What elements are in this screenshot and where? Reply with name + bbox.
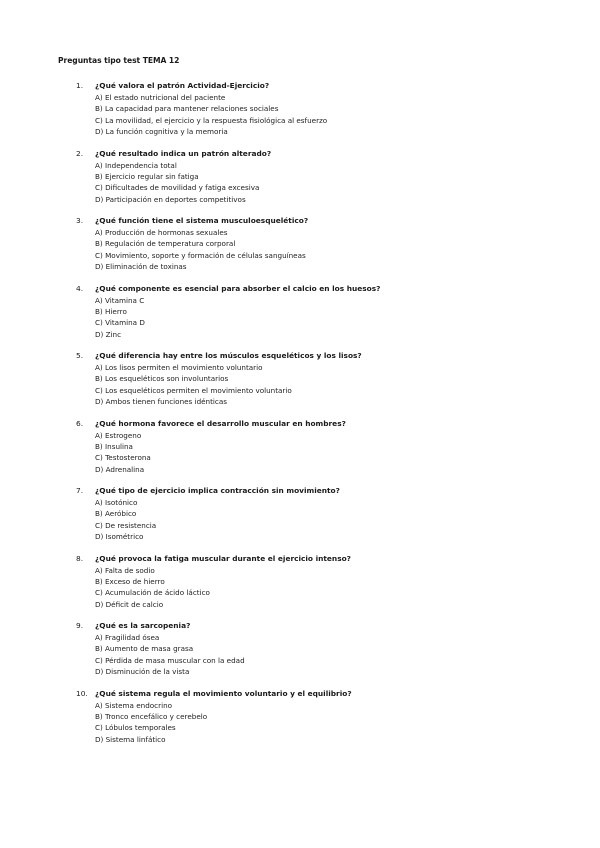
question-text: ¿Qué es la sarcopenia?: [95, 621, 191, 630]
option-c: C) Pérdida de masa muscular con la edad: [95, 655, 245, 665]
question-text: ¿Qué valora el patrón Actividad-Ejercicio?: [95, 81, 270, 90]
question-number: 7.: [76, 486, 84, 495]
question-text: ¿Qué diferencia hay entre los músculos esqueléticos y los lisos?: [95, 351, 362, 360]
question-number: 8.: [76, 553, 84, 563]
question-text: ¿Qué resultado indica un patrón alterado?: [95, 148, 272, 158]
option-d: D) Adrenalina: [95, 464, 145, 474]
option-c: C) Acumulación de ácido láctico: [95, 588, 210, 598]
option-a: A) Falta de sodio: [95, 565, 155, 575]
option-a: A) Los lisos permiten el movimiento voluntario: [95, 363, 263, 372]
question-4: [0, 283, 600, 341]
option-a: A) Isotónico: [95, 498, 138, 507]
option-b: B) Los esqueléticos son involuntarios: [95, 374, 229, 384]
question-9: [0, 620, 600, 678]
option-c: C) Vitamina D: [95, 318, 145, 328]
option-c: C) De resistencia: [95, 520, 157, 530]
question-number: 10.: [76, 688, 88, 698]
question-5: [0, 350, 600, 408]
option-a: A) El estado nutricional del paciente: [95, 93, 226, 102]
option-c: C) Testosterona: [95, 453, 151, 463]
option-d: D) Ambos tienen funciones idénticas: [95, 397, 228, 407]
question-7: [0, 485, 600, 543]
question-text: ¿Qué sistema regula el movimiento voluntario y el equilibrio?: [95, 688, 352, 698]
option-b: B) Tronco encefálico y cerebelo: [95, 711, 208, 721]
option-a: A) Producción de hormonas sexuales: [95, 228, 228, 237]
question-text: ¿Qué función tiene el sistema musculoesquelético?: [95, 216, 309, 225]
question-number: 5.: [76, 351, 84, 360]
option-d: D) La función cognitiva y la memoria: [95, 127, 228, 137]
option-d: D) Eliminación de toxinas: [95, 262, 187, 272]
option-c: C) Dificultades de movilidad y fatiga excesiva: [95, 183, 260, 193]
option-a: A) Fragilidad ósea: [95, 633, 160, 642]
option-a: A) Estrogeno: [95, 430, 142, 440]
option-c: C) Movimiento, soporte y formación de células sanguíneas: [95, 250, 306, 260]
option-d: D) Zinc: [95, 329, 122, 339]
question-number: 6.: [76, 418, 84, 428]
option-b: B) Regulación de temperatura corporal: [95, 239, 236, 249]
question-text: ¿Qué hormona favorece el desarrollo muscular en hombres?: [95, 418, 346, 428]
option-c: C) La movilidad, el ejercicio y la respuesta fisiológica al esfuerzo: [95, 115, 328, 125]
option-b: B) Aeróbico: [95, 509, 137, 519]
option-a: A) Vitamina C: [95, 295, 145, 305]
option-d: D) Participación en deportes competitivos: [95, 194, 246, 204]
option-d: D) Déficit de calcio: [95, 599, 164, 609]
question-3: [0, 215, 600, 273]
question-2: [0, 148, 600, 206]
question-6: [0, 418, 600, 476]
option-d: D) Sistema linfático: [95, 734, 166, 744]
question-text: ¿Qué provoca la fatiga muscular durante el ejercicio intenso?: [95, 553, 351, 563]
option-d: D) Isométrico: [95, 532, 144, 542]
option-a: A) Independencia total: [95, 160, 177, 170]
option-c: C) Lóbulos temporales: [95, 723, 176, 733]
question-10: [0, 688, 600, 746]
option-b: B) Exceso de hierro: [95, 576, 165, 586]
option-b: B) Insulina: [95, 441, 133, 451]
page-title: Preguntas tipo test TEMA 12: [58, 56, 180, 65]
question-number: 3.: [76, 216, 84, 225]
question-1: [0, 80, 600, 138]
option-b: B) Aumento de masa grasa: [95, 644, 194, 654]
question-text: ¿Qué componente es esencial para absorber el calcio en los huesos?: [95, 283, 381, 293]
question-number: 9.: [76, 621, 84, 630]
option-a: A) Sistema endocrino: [95, 700, 173, 710]
option-c: C) Los esqueléticos permiten el movimiento voluntario: [95, 385, 292, 395]
option-d: D) Disminución de la vista: [95, 667, 190, 677]
option-b: B) Ejercicio regular sin fatiga: [95, 171, 199, 181]
question-8: [0, 553, 600, 611]
question-text: ¿Qué tipo de ejercicio implica contracción sin movimiento?: [95, 486, 340, 495]
option-b: B) Hierro: [95, 306, 127, 316]
question-number: 2.: [76, 148, 84, 158]
question-number: 1.: [76, 81, 84, 90]
question-number: 4.: [76, 283, 84, 293]
option-b: B) La capacidad para mantener relaciones sociales: [95, 104, 279, 114]
